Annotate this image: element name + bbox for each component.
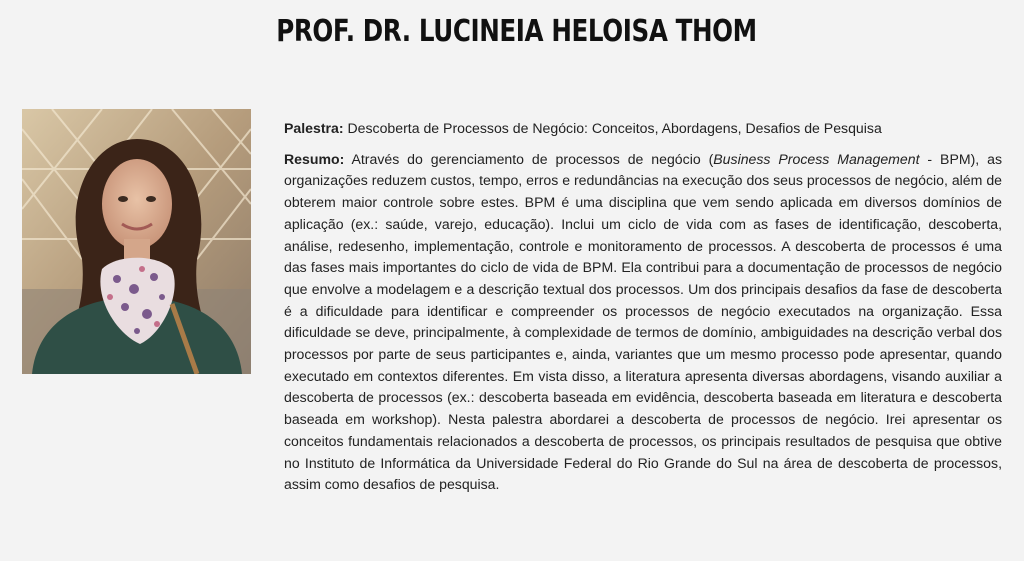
summary-text-after: - BPM), as organizações reduzem custos, tempo, erros e redundâncias na execução dos seus processos de negócio, além de obterem maior controle sobre estes. BPM é uma disciplina que vem sendo aplicada em diversos domínios de aplicação (ex.: saúde, varejo, educação). Inclui um ciclo de vida com as fases de identificação, descoberta, análise, redesenho, implementação, controle e monitoramento de processos. A descoberta de processos é uma das fases mais importantes do ciclo de vida de BPM. Ela contribui para a documentação de processos de negócio que envolve a modelagem e a descrição textual dos processos. Um dos principais desafios da fase de descoberta é a dificuldade para identificar e compreender os processos de negócio executados na organização. Essa dificuldade se deve, principalmente, à complexidade de termos de domínio, ambiguidades na descrição verbal dos processos por parte de seus participantes e, ainda, variantes que um mesmo processo pode apresentar, quando executado em contextos diferentes. Em vista disso, a literatura apresenta diversas abordagens, visando auxiliar a descoberta de processos (ex.: descoberta baseada em evidência, descoberta baseada em literatura e descoberta baseada em workshop). Nesta palestra abordarei a descoberta de processos de negócio. Irei apresentar os conceitos fundamentais relacionados a descoberta de processos, os principais resultados de pesquisa que obtive no Instituto de Informática da Universidade Federal do Rio Grande do Sul na área de descoberta de processos, assim como desafios de pesquisa. — [284, 150, 1003, 493]
summary-paragraph — [284, 149, 1002, 496]
talk-title: Descoberta de Processos de Negócio: Conceitos, Abordagens, Desafios de Pesquisa — [347, 120, 882, 136]
talk-paragraph — [284, 118, 1002, 140]
talk-label: Palestra: — [284, 120, 344, 136]
summary-text-before: Através do gerenciamento de processos de negócio ( — [351, 150, 714, 167]
page-title: PROF. DR. LUCINEIA HELOISA THOM — [276, 14, 757, 49]
summary-emphasis: Business Process Management — [713, 150, 920, 167]
summary-label: Resumo: — [284, 150, 345, 167]
talk-content — [284, 118, 1002, 496]
speaker-photo — [22, 109, 251, 374]
